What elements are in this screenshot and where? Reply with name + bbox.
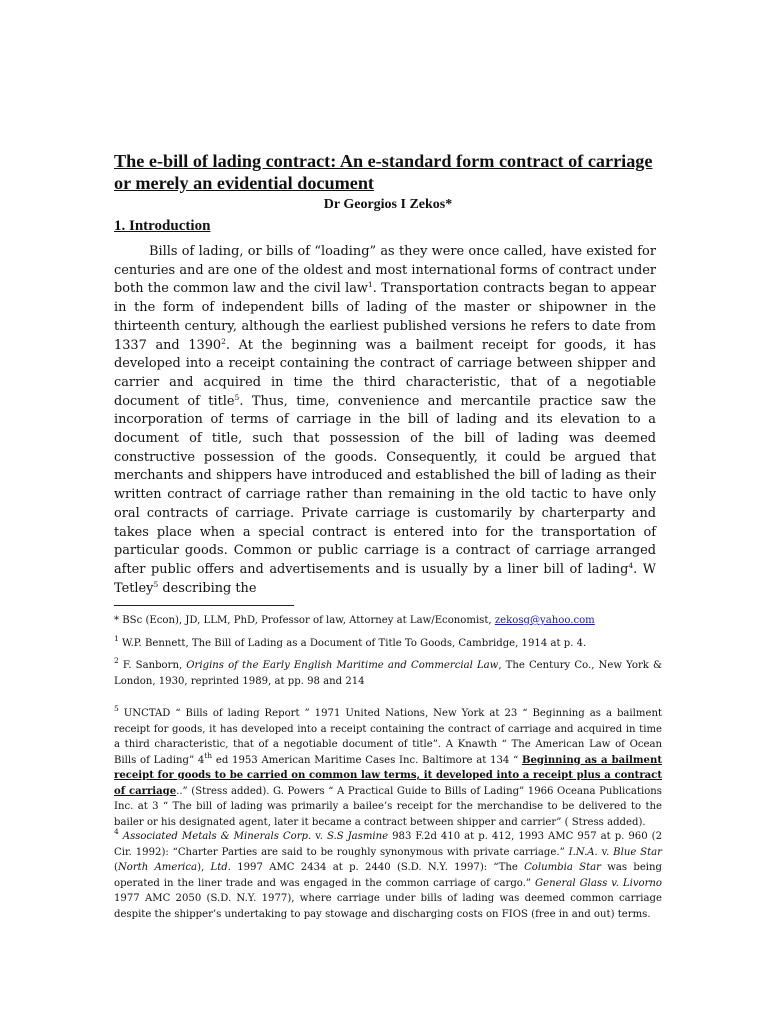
footnote-4: $^4$ Associated Metals & Minerals Corp. v. S.S Jasmine 983 F.2d 410 at p. 412, 1993 AMC 957 at p. 960 (2 Cir. 1992): “Charter Parties are said to be roughly synonymous with private carriage.” I.N.A. v. Blue Star (North America), Ltd. 1997 AMC 2434 at p. 2440 (S.D. N.Y. 1997): “The Columbia Star was being operated in the liner trade and was engaged in the common carriage of cargo.” General Glass v. Livorno 1977 AMC 2050 (S.D. N.Y. 1977), where carriage under bills of lading was deemed common carriage despite the shipper’s undertaking to pay stowage and discharging costs on FIOS (free in and out) terms.: [114, 827, 662, 920]
footnote-author: * BSc (Econ), JD, LLM, PhD, Professor of law, Attorney at Law/Economist, zekosg@yahoo.com: [114, 615, 595, 626]
footnote-2: $^2$ F. Sanborn, Origins of the Early English Maritime and Commercial Law, The Century Co., New York & London, 1930, reprinted 1989, at pp. 98 and 214: [114, 656, 662, 687]
introduction-paragraph: Bills of lading, or bills of “loading” as they were once called, have existed for centuries and are one of the oldest and most international forms of contract under both the common law and the civil law$^1$. Transportation contracts began to appear in the form of independent bills of lading of the master or shipowner in the thirteenth century, although the earliest published versions he refers to date from 1337 and 1390$^2$. At the beginning was a bailment receipt for goods, it has developed into a receipt containing the contract of carriage between shipper and carrier and acquired in time the third characteristic, that of a negotiable document of title$^5$. Thus, time, convenience and mercantile practice saw the incorporation of terms of carriage in the bill of lading and its elevation to a document of title, such that possession of the bill of lading was deemed constructive possession of the goods. Consequently, it could be argued that merchants and shippers have introduced and established the bill of lading as their written contract of carriage rather than remaining in the old tactic to have only oral contracts of carriage. Private carriage is customarily by charterparty and takes place when a special contract is entered into for the transportation of particular goods. Common or public carriage is a contract of carriage arranged after public offers and advertisements and is usually by a liner bill of lading$^4$. W Tetley$^5$ describing the: [114, 244, 657, 596]
footnote-5: $^5$ UNCTAD “ Bills of lading Report ” 1971 United Nations, New York at 23 “ Beginning as a bailment receipt for goods, it has developed into a receipt containing the contract of carriage and acquired in time a third characteristic, that of a negotiable document of title”. A Knawth “ The American Law of Ocean Bills of Lading” 4th ed 1953 American Maritime Cases Inc. Baltimore at 134 “ Beginning as a bailment receipt for goods to be carried on common law terms, it developed into a receipt plus a contract of carriage..” (Stress added). G. Powers “ A Practical Guide to Bills of Lading” 1966 Oceana Publications Inc. at 3 “ The bill of lading was primarily a bailee’s receipt for the merchandise to be delivered to the bailer or his designated agent, later it became a contract between shipper and carrier” ( Stress added).: [114, 704, 662, 828]
author-line: Dr Georgios I Zekos*: [323, 197, 453, 212]
footnote-ref-2[interactable]: 2: [221, 336, 226, 346]
footnote-ref-5[interactable]: 5: [234, 392, 240, 402]
footnote-ref-5b[interactable]: 5: [153, 579, 159, 589]
footnote-ref-4[interactable]: 4: [628, 560, 634, 570]
footnote-ref-1[interactable]: 1: [367, 280, 373, 290]
footnote-separator: [114, 605, 294, 606]
footnote-1: $^1$ W.P. Bennett, The Bill of Lading as a Document of Title To Goods, Cambridge, 1914 at p. 4.: [114, 634, 587, 649]
paper-title: The e-bill of lading contract: An e-standard form contract of carriage or merely an evidential document: [114, 151, 653, 193]
author-email-link[interactable]: zekosg@yahoo.com: [494, 615, 595, 626]
section-heading: 1. Introduction: [114, 218, 211, 234]
